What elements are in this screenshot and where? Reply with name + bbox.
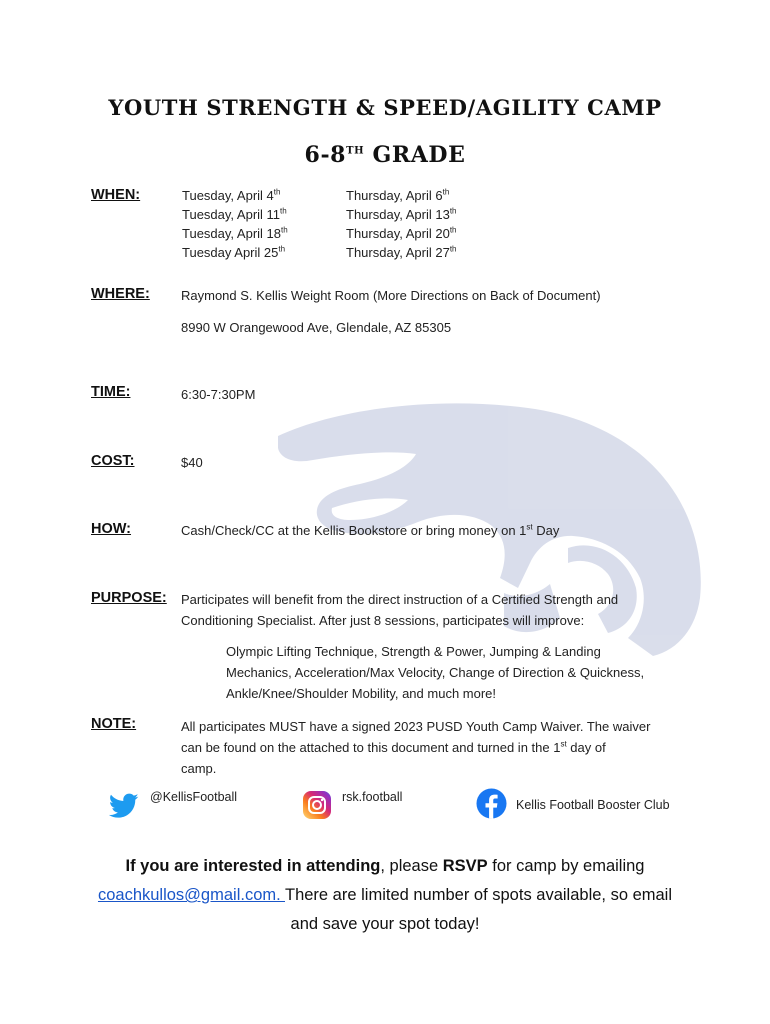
date-item: Thursday, April 20th (346, 225, 457, 241)
time-value: 6:30-7:30PM (181, 387, 256, 402)
cost-label: COST: (91, 453, 135, 469)
rsvp-line: coachkullos@gmail.com. There are limited number of spots available, so email (97, 886, 673, 904)
camp-title: YOUTH STRENGTH & SPEED/AGILITY CAMP (108, 95, 662, 120)
rsvp-line: and save your spot today! (290, 915, 480, 933)
purpose-list-line: Mechanics, Acceleration/Max Velocity, Change of Direction & Quickness, (226, 665, 645, 680)
instagram-handle[interactable]: rsk.football (342, 790, 403, 804)
date-item: Thursday, April 6th (346, 187, 450, 203)
purpose-line: Participates will benefit from the direct instruction of a Certified Strength and (181, 592, 619, 607)
date-item: Tuesday, April 11th (182, 206, 287, 222)
purpose-label: PURPOSE: (91, 590, 167, 606)
tuesday-dates (182, 186, 288, 262)
rsvp-line: If you are interested in attending, please RSVP for camp by emailing (125, 857, 645, 875)
date-item: Tuesday, April 4th (182, 187, 281, 203)
how-label: HOW: (91, 521, 132, 537)
note-line: camp. (181, 761, 217, 776)
date-item: Tuesday April 25th (182, 244, 286, 260)
facebook-icon[interactable] (476, 788, 507, 819)
twitter-handle[interactable]: @KellisFootball (150, 790, 238, 804)
date-item: Tuesday, April 18th (182, 225, 288, 241)
note-line: All participates MUST have a signed 2023 PUSD Youth Camp Waiver. The waiver (181, 719, 651, 734)
grade-title: 6-8TH GRADE (304, 142, 466, 168)
date-item: Thursday, April 13th (346, 206, 457, 222)
where-label: WHERE: (91, 286, 150, 302)
instagram-icon[interactable] (302, 790, 332, 820)
when-label: WHEN: (91, 187, 141, 203)
rsvp-message (60, 852, 710, 939)
purpose-list-line: Olympic Lifting Technique, Strength & Power, Jumping & Landing (226, 644, 601, 659)
cost-value: $40 (181, 455, 203, 470)
time-label: TIME: (91, 384, 131, 400)
where-location: Raymond S. Kellis Weight Room (More Directions on Back of Document) (181, 288, 601, 303)
thursday-dates (346, 186, 456, 262)
purpose-list-line: Ankle/Knee/Shoulder Mobility, and much more! (226, 686, 497, 701)
twitter-bird-icon[interactable] (109, 793, 139, 819)
note-line: can be found on the attached to this document and turned in the 1st day of (181, 739, 606, 755)
facebook-page-name[interactable]: Kellis Football Booster Club (516, 798, 670, 812)
date-item: Thursday, April 27th (346, 244, 457, 260)
how-value: Cash/Check/CC at the Kellis Bookstore or bring money on 1st Day (181, 522, 560, 538)
rsvp-email-link[interactable]: coachkullos@gmail.com. (97, 886, 285, 904)
note-label: NOTE: (91, 716, 137, 732)
where-address: 8990 W Orangewood Ave, Glendale, AZ 85305 (181, 320, 452, 335)
purpose-line: Conditioning Specialist. After just 8 sessions, participates will improve: (181, 613, 585, 628)
